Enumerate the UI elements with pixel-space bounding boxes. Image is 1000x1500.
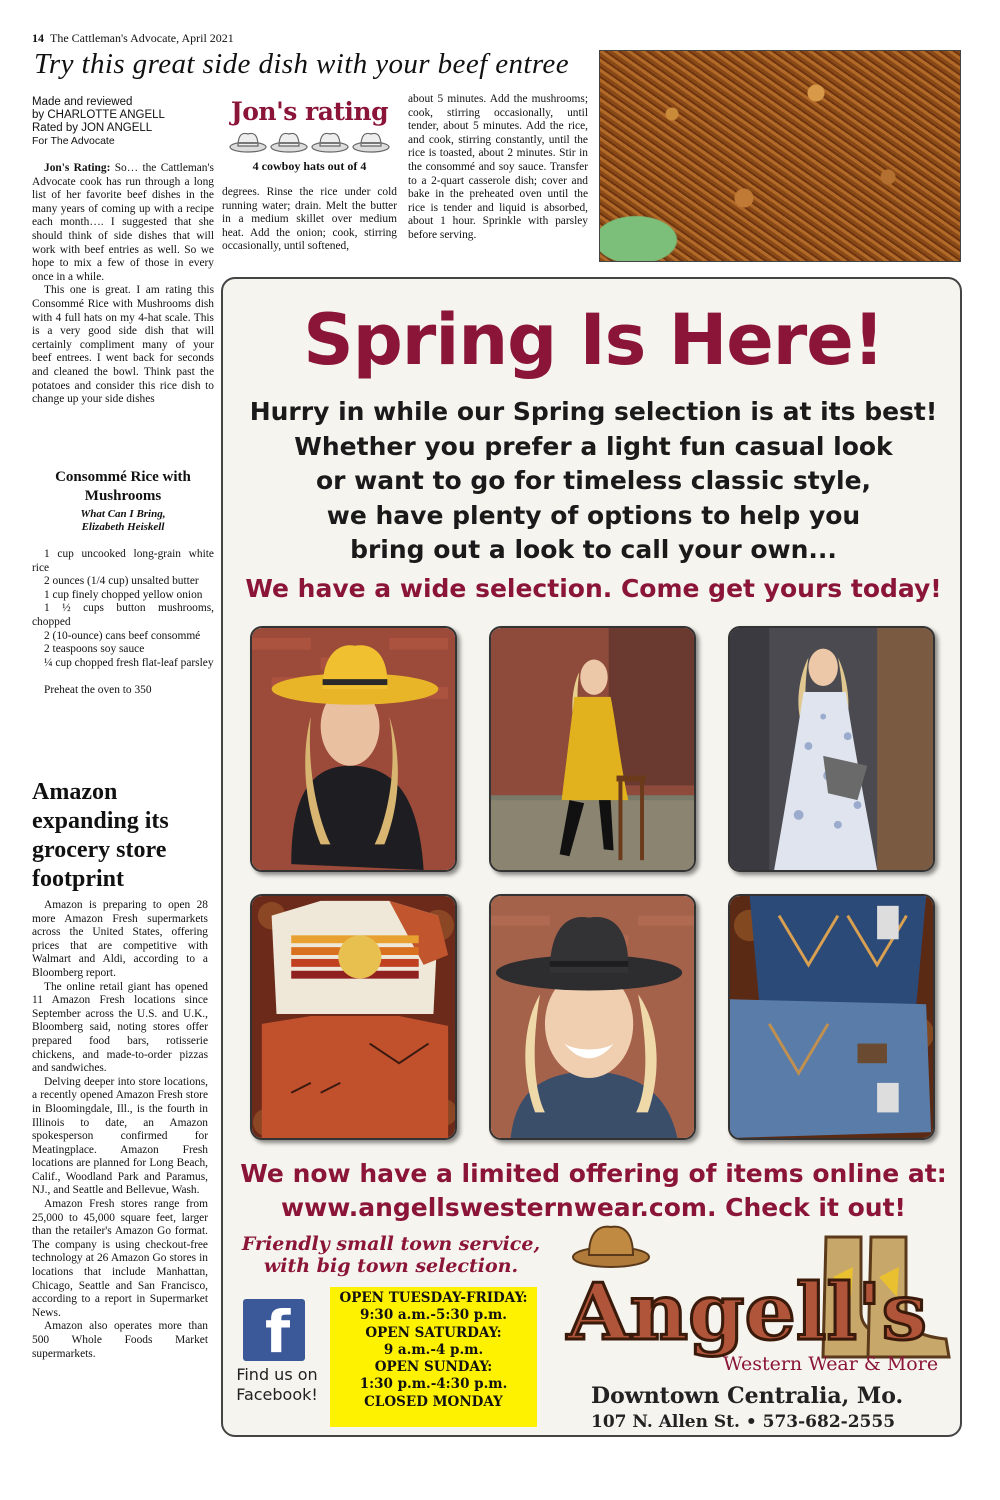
rating-caption: 4 cowboy hats out of 4 xyxy=(252,159,367,173)
hours-line: 1:30 p.m.-4:30 p.m. xyxy=(359,1376,508,1393)
facebook-text-line: Facebook! xyxy=(236,1385,318,1404)
hours-line: OPEN SATURDAY: xyxy=(365,1324,502,1341)
hours-line: 9 a.m.-4 p.m. xyxy=(383,1341,484,1358)
byline xyxy=(32,96,212,148)
page-folio xyxy=(32,31,234,46)
facebook-text xyxy=(227,1365,327,1405)
cowboy-hat-icon xyxy=(229,129,267,153)
recipe-source-line: Elizabeth Heiskell xyxy=(81,521,165,533)
review-lead: Jon's Rating: xyxy=(44,162,111,174)
cowboy-hat-logo-icon xyxy=(573,1227,649,1267)
ad-subtitle-line: Whether you prefer a light fun casual look xyxy=(294,431,893,461)
facebook-glyph: f xyxy=(265,1298,291,1366)
byline-line: For The Advocate xyxy=(32,135,115,147)
hours-line: 9:30 a.m.-5:30 p.m. xyxy=(360,1307,507,1324)
store-address: 107 N. Allen St. • 573-682-2555 xyxy=(591,1412,896,1432)
hours-line: OPEN TUESDAY-FRIDAY: xyxy=(339,1290,528,1306)
rice-dish-photo xyxy=(599,50,961,262)
article-paragraph: Amazon also operates more than 500 Whole Foods Market supermarkets. xyxy=(32,1320,208,1360)
cowboy-hat-icon xyxy=(311,129,349,153)
review-paragraph: So… the Cattleman's Advocate cook has run through a long list of her favorite beef dishes in the many years of coming up with a recipe each month…. I suggested that she should think of side dishes that will work with beef entries as well. So we hope to mix a few of those in every once in a while. xyxy=(32,162,214,283)
cowboy-hat-rating xyxy=(222,129,397,153)
directions-end: about 5 minutes. Add the mushrooms; cook, stirring occasionally, until tender, about 5 minutes. Add the rice, and cook, stirring constantly, until the rice is toasted, about 2 minutes. Stir in the consommé and soy sauce. Transfer to a 2-quart casserole dish; cover and bake in the preheated oven until the rice is tender and liquid is absorbed, about 1 hour. Sprinkle with parsley before serving. xyxy=(408,93,588,241)
recipe-source-line: What Can I Bring, xyxy=(80,508,166,520)
article-paragraph: Amazon is preparing to open 28 more Amazon Fresh supermarkets across the United States, offering prices that are competitive with Walmart and Aldi, according to a Bloomberg report. xyxy=(32,899,208,979)
ingredient: 1 cup uncooked long-grain white rice xyxy=(32,548,214,574)
recipe-title: Consommé Rice with Mushrooms xyxy=(55,469,191,504)
ingredients-list xyxy=(32,548,214,698)
ad-subtitle xyxy=(223,395,964,568)
ingredient: ¼ cup chopped fresh flat-leaf parsley xyxy=(44,656,214,669)
store-hours xyxy=(330,1287,537,1427)
ad-friendly-line: with big town selection. xyxy=(263,1255,519,1277)
photo-jeans xyxy=(728,894,935,1140)
cowboy-hat-icon xyxy=(352,129,390,153)
logo-text: Angell's xyxy=(565,1267,927,1358)
ad-title: Spring Is Here! xyxy=(303,299,884,381)
rating-title: Jon's rating xyxy=(230,97,389,126)
ingredient: 2 ounces (1/4 cup) unsalted butter xyxy=(44,575,199,588)
photo-yellow-dress xyxy=(489,626,696,872)
website-link[interactable]: www.angellswesternwear.com. Check it out! xyxy=(281,1193,906,1222)
article-headline: Try this great side dish with your beef entree xyxy=(34,48,569,80)
byline-line: Rated by JON ANGELL xyxy=(32,122,153,134)
publication-name: The Cattleman's Advocate, April 2021 xyxy=(50,31,234,45)
photo-yellow-hat xyxy=(250,626,457,872)
byline-line: Made and reviewed xyxy=(32,96,133,108)
photo-floral-dress xyxy=(728,626,935,872)
ingredient: 2 (10-ounce) cans beef consommé xyxy=(44,629,201,642)
hours-line: OPEN SUNDAY: xyxy=(374,1359,493,1376)
directions-mid: degrees. Rinse the rice under cold running water; drain. Melt the butter in a medium skillet over medium heat. Add the onion; cook, stirring occasionally, until softened, xyxy=(222,186,397,253)
ad-online xyxy=(223,1157,964,1225)
ad-selection: We have a wide selection. Come get yours today! xyxy=(245,574,942,603)
recipe-source xyxy=(32,508,214,534)
article-paragraph: The online retail giant has opened 11 Amazon Fresh locations since September across the U.S. and U.K., Bloomberg said, noting stores offer prepared food bars, rotisserie chickens, and made-to-order pizzas and sandwiches. xyxy=(32,980,208,1075)
angells-logo xyxy=(561,1217,953,1372)
cowboy-hat-icon xyxy=(270,129,308,153)
article-paragraph: Amazon Fresh stores range from 25,000 to 45,000 square feet, larger than the retailer's Amazon Go format. The company is using checkout-free technology at 26 Amazon Go stores in locations that include Manhattan, Chicago, Seattle and San Francisco, according to a report in Supermarket News. xyxy=(32,1198,208,1319)
directions-start: Preheat the oven to 350 xyxy=(44,684,152,697)
store-location: Downtown Centralia, Mo. xyxy=(591,1383,904,1409)
angells-advertisement xyxy=(221,277,962,1437)
ingredient: 2 teaspoons soy sauce xyxy=(44,643,145,656)
facebook-text-line: Find us on xyxy=(236,1365,318,1384)
byline-line: by CHARLOTTE ANGELL xyxy=(32,109,165,121)
page-number: 14 xyxy=(32,31,44,45)
amazon-article xyxy=(32,899,208,1361)
photo-graphic-tees xyxy=(250,894,457,1140)
review-paragraph: This one is great. I am rating this Consommé Rice with Mushrooms dish with 4 full hats on my 4-hat scale. This is a very good side dish that will certainly compliment many of your beef entrees. I went back for seconds and cleaned the bowl. Think past the potatoes and consider this rice dish to change up your side dishes xyxy=(32,284,214,406)
photo-black-hat xyxy=(489,894,696,1140)
ad-subtitle-line: we have plenty of options to help you xyxy=(326,500,861,530)
article-paragraph: Delving deeper into store locations, a recently opened Amazon Fresh store in Bloomingdale, Ill., is the fourth in Illinois to date, an Amazon spokesperson confirmed for Meatingplace. Amazon Fresh locations are planned for Long Beach, Calif., Woodland Park and Paramus, NJ., and Seattle and Bellevue, Wash. xyxy=(32,1075,208,1197)
ad-friendly xyxy=(231,1233,551,1277)
ad-subtitle-line: bring out a look to call your own... xyxy=(350,535,837,564)
rating-box xyxy=(222,97,397,174)
ingredient: 1 ½ cups button mushrooms, chopped xyxy=(32,602,214,628)
ad-tagline: Western Wear & More xyxy=(723,1353,939,1375)
hours-line: CLOSED MONDAY xyxy=(364,1393,503,1410)
ad-subtitle-line: or want to go for timeless classic style, xyxy=(315,466,872,495)
ingredient: 1 cup finely chopped yellow onion xyxy=(44,588,203,601)
review-text xyxy=(32,162,214,407)
facebook-icon[interactable] xyxy=(243,1298,305,1366)
ad-friendly-line: Friendly small town service, xyxy=(241,1233,541,1255)
ad-subtitle-line: Hurry in while our Spring selection is at its best! xyxy=(249,397,938,426)
amazon-headline: Amazon expanding its grocery store footprint xyxy=(32,779,169,892)
ad-online-line: We now have a limited offering of items online at: xyxy=(240,1159,947,1188)
